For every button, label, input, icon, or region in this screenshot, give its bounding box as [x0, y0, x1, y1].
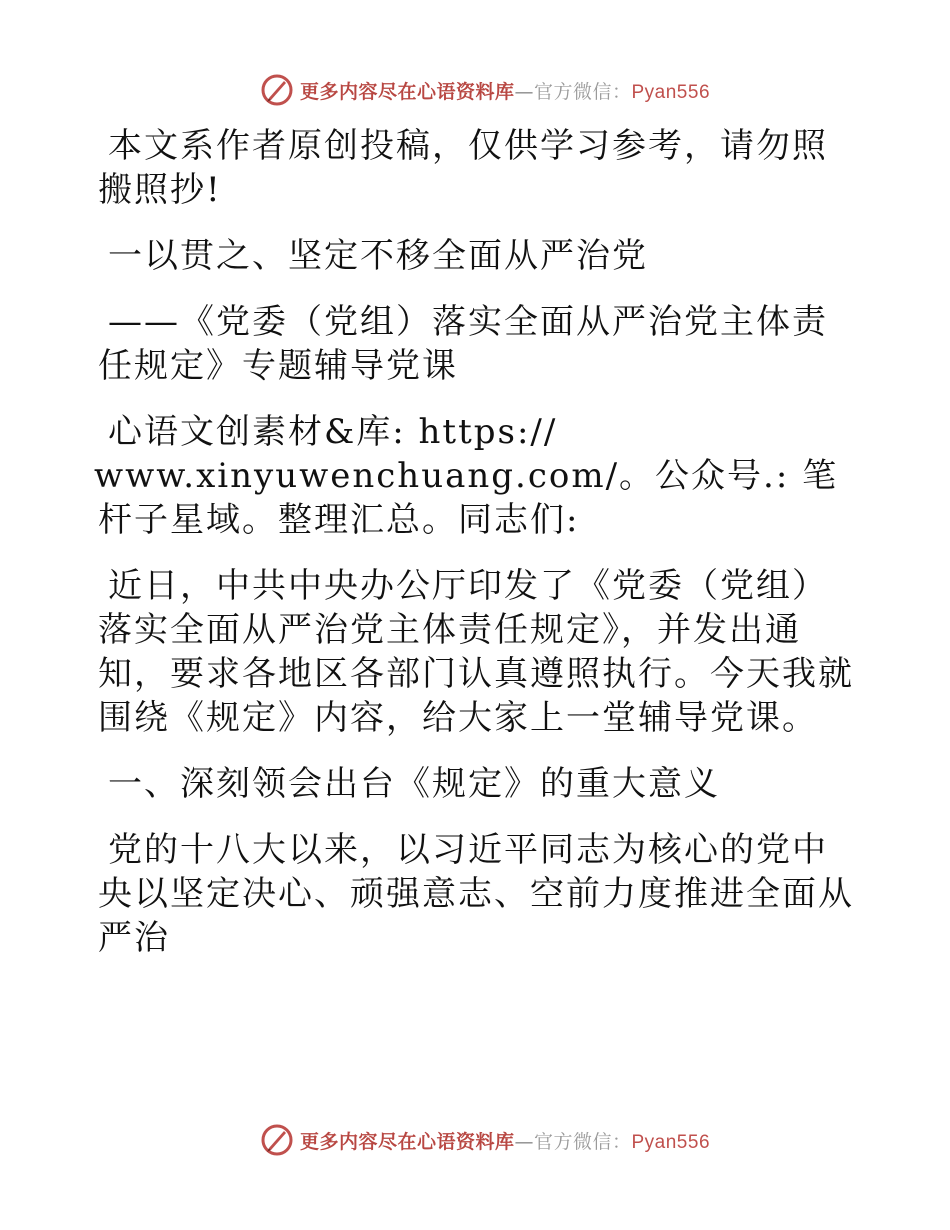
- paragraph-body: 党的十八大以来，以习近平同志为核心的党中央以坚定决心、顽强意志、空前力度推进全面从严治: [98, 830, 854, 958]
- paragraph-subtitle: ——《党委（党组）落实全面从严治党主体责任规定》专题辅导党课: [98, 302, 828, 386]
- quill-pen-icon: [260, 1123, 294, 1157]
- paragraph-source-line: 心语文创素材&库: https://: [108, 412, 558, 452]
- paragraph-source-url: www.xinyuwenchuang.com/。公众号.: 笔杆子星域。整理汇总。同志们:: [94, 456, 839, 540]
- wechat-label: 官方微信：: [533, 1130, 632, 1153]
- footer-banner-inner: [260, 1123, 710, 1157]
- footer-banner: [0, 1120, 950, 1160]
- site-name: 更多内容尽在心语资料库: [299, 1130, 515, 1153]
- quill-pen-icon: [260, 73, 294, 107]
- header-banner: [0, 70, 950, 110]
- wechat-id: Pyan556: [631, 1131, 711, 1153]
- wechat-id: Pyan556: [631, 81, 711, 103]
- footer-banner-text: [300, 1127, 710, 1154]
- banner-separator: —: [514, 1130, 534, 1153]
- paragraph-section-heading: 一、深刻领会出台《规定》的重大意义: [108, 764, 720, 804]
- banner-separator: —: [514, 80, 534, 103]
- header-banner-text: [300, 77, 710, 104]
- paragraph-intro: 近日，中共中央办公厅印发了《党委（党组）落实全面从严治党主体责任规定》，并发出通知，要求各地区各部门认真遵照执行。今天我就围绕《规定》内容，给大家上一堂辅导党课。: [98, 566, 854, 738]
- document-body: [94, 124, 858, 982]
- wechat-label: 官方微信：: [533, 80, 632, 103]
- header-banner-inner: [260, 73, 710, 107]
- paragraph-disclaimer: 本文系作者原创投稿，仅供学习参考，请勿照搬照抄!: [98, 126, 828, 210]
- paragraph-title: 一以贯之、坚定不移全面从严治党: [108, 236, 648, 276]
- site-name: 更多内容尽在心语资料库: [299, 80, 515, 103]
